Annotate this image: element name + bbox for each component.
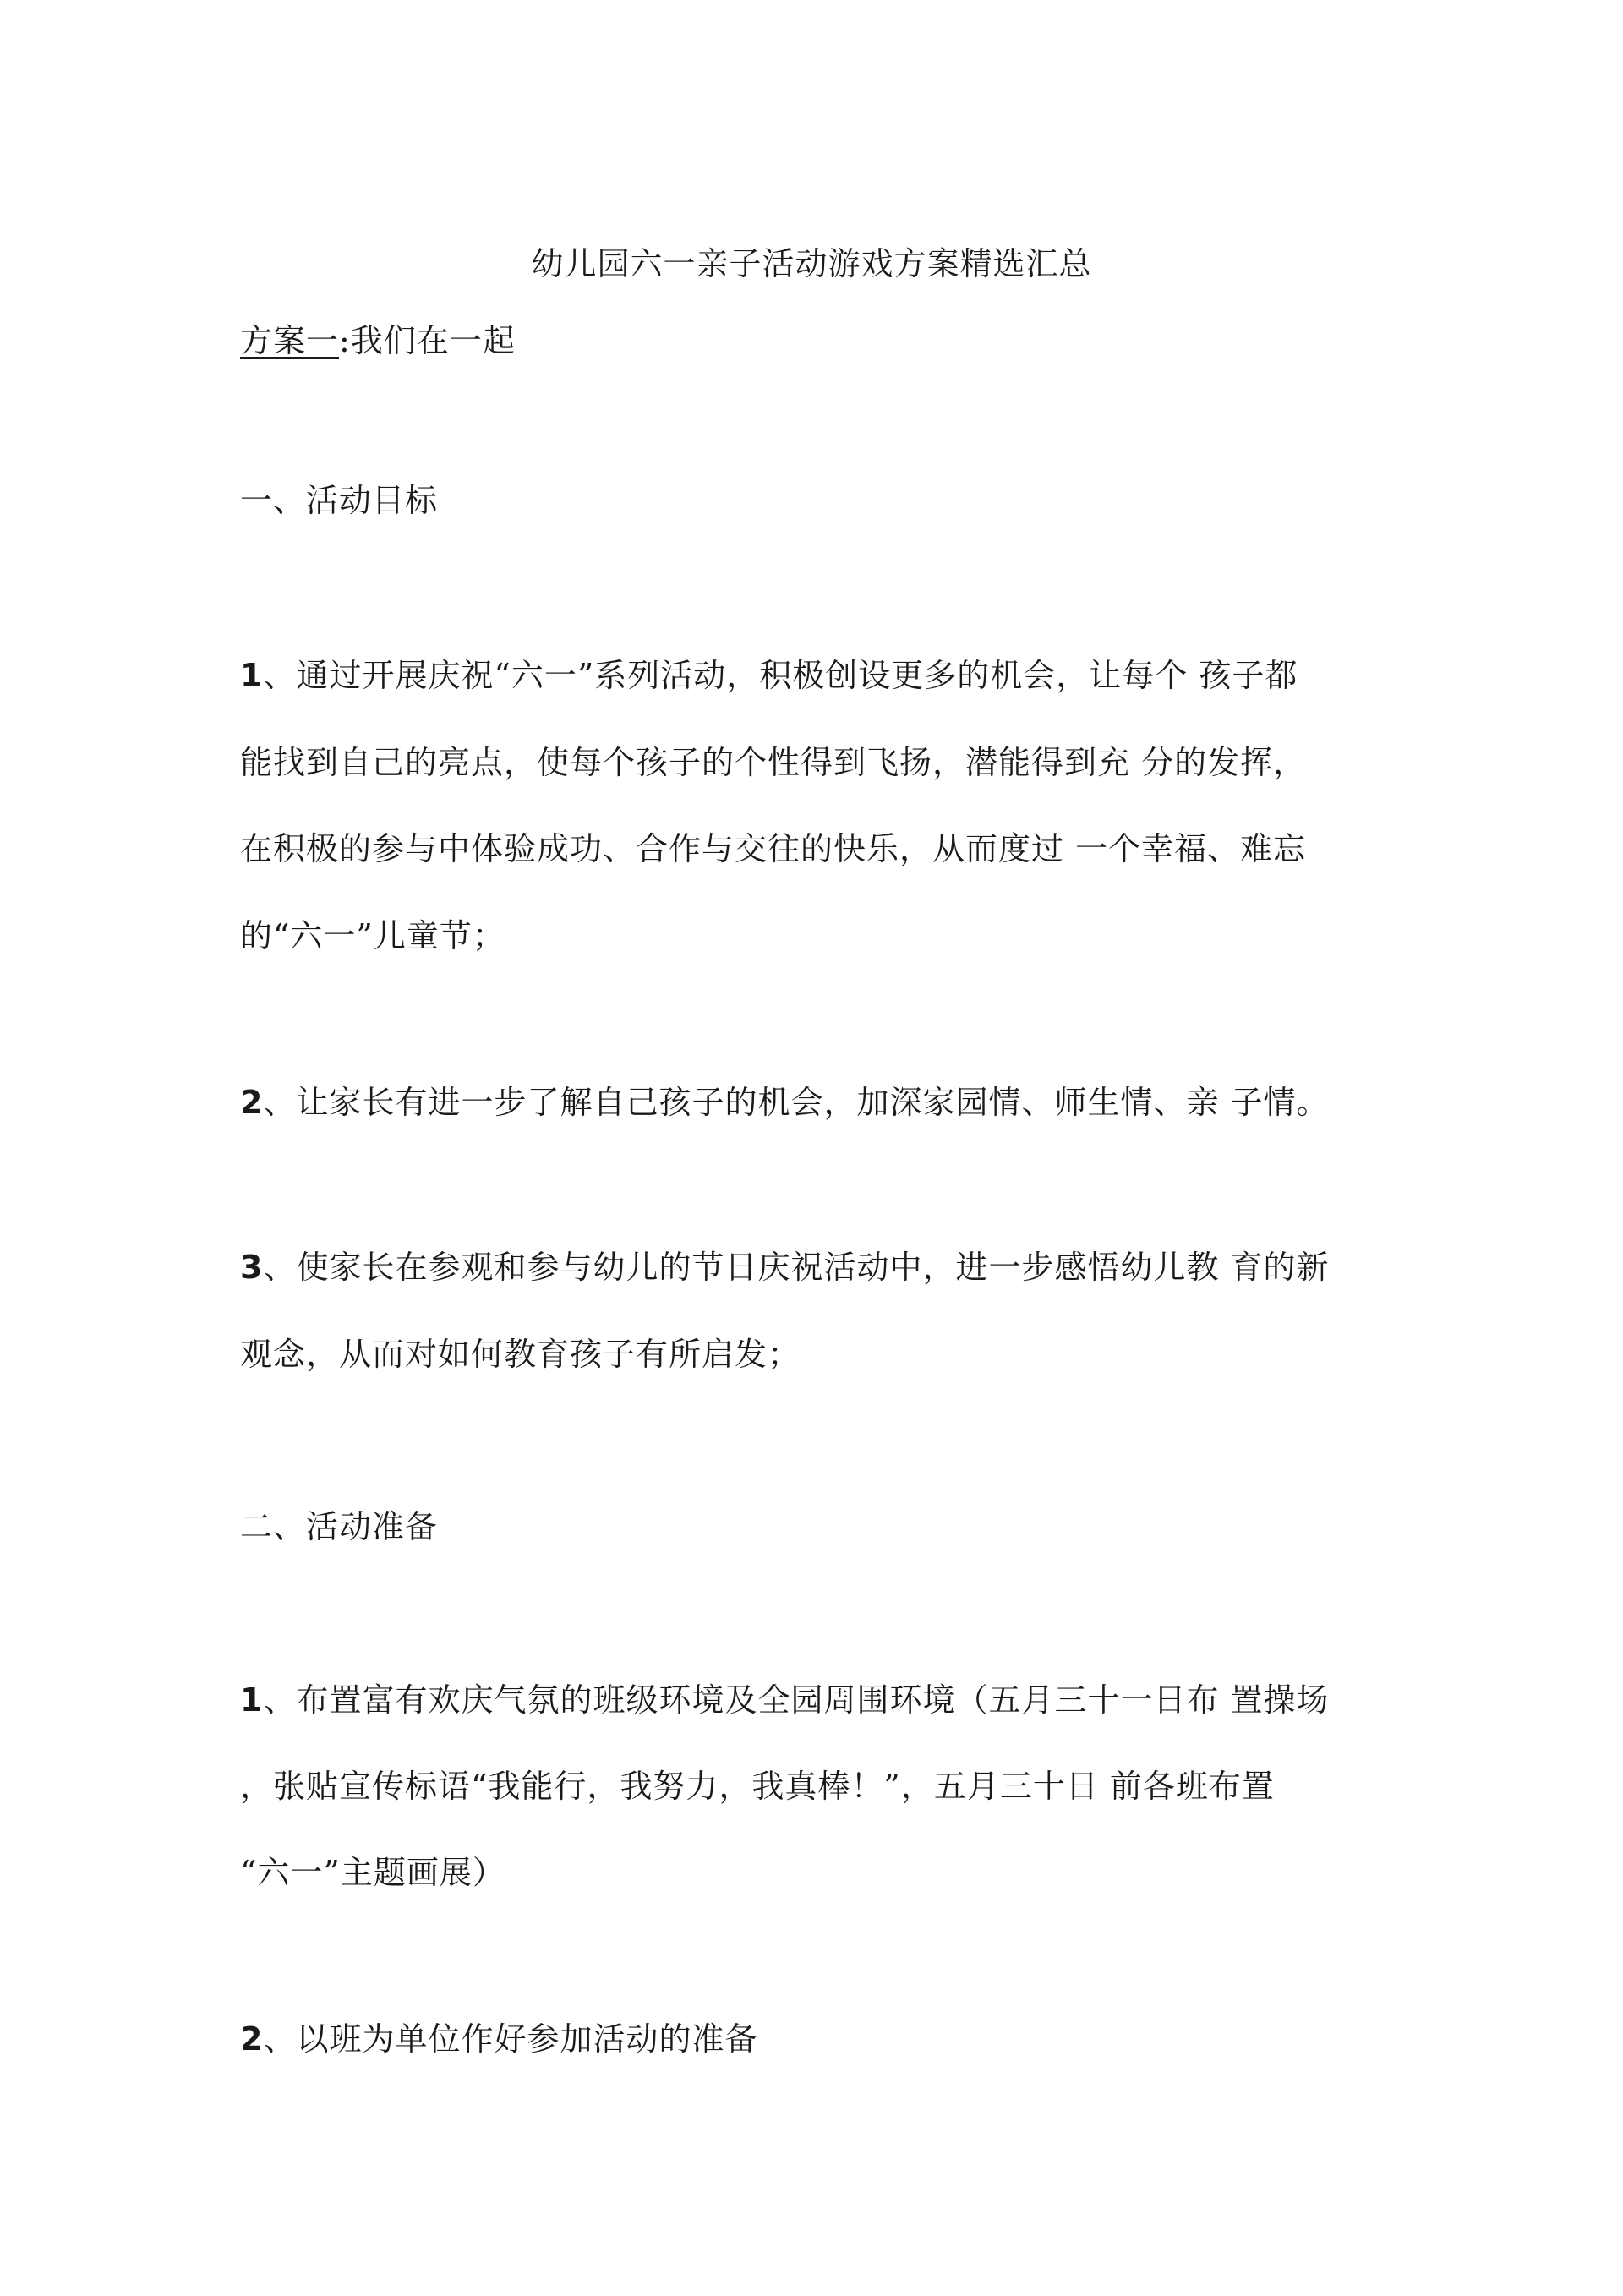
section2-heading: 二、活动准备 xyxy=(240,1508,439,1545)
goal-item-1-line-1 xyxy=(240,653,1298,697)
plan-heading-rest: :我们在一起 xyxy=(339,322,516,359)
goal-item-1-line-2: 能找到自己的亮点，使每个孩子的个性得到飞扬，潜能得到充 分的发挥， xyxy=(240,744,1307,781)
prep-item-2-text-1: 、以班为单位作好参加活动的准备 xyxy=(263,2020,758,2058)
goal-item-2-number: 2 xyxy=(240,1084,264,1121)
prep-item-2-number: 2 xyxy=(240,2020,264,2058)
goal-item-3-number: 3 xyxy=(240,1249,264,1286)
goal-item-3-text-1: 、使家长在参观和参与幼儿的节日庆祝活动中，进一步感悟幼儿教 育的新 xyxy=(263,1249,1330,1286)
prep-item-1-line-2: ，张贴宣传标语“我能行，我努力，我真棒！”，五月三十日 前各班布置 xyxy=(240,1768,1275,1805)
goal-item-1-text-1: 、通过开展庆祝“六一”系列活动，积极创设更多的机会，让每个 孩子都 xyxy=(263,657,1298,694)
section1-heading: 一、活动目标 xyxy=(240,482,439,519)
goal-item-2-line-1 xyxy=(240,1080,1330,1124)
goal-item-2-text-1: 、让家长有进一步了解自己孩子的机会，加深家园情、师生情、亲 子情。 xyxy=(263,1084,1330,1121)
plan-heading-label: 方案一 xyxy=(240,322,340,359)
goal-item-1-number: 1 xyxy=(240,657,264,694)
prep-item-1-number: 1 xyxy=(240,1681,264,1719)
prep-item-1-line-3: “六一”主题画展） xyxy=(240,1854,505,1891)
prep-item-2-line-1 xyxy=(240,2017,757,2061)
document-title: 幼儿园六一亲子活动游戏方案精选汇总 xyxy=(531,245,1092,282)
prep-item-1-line-1 xyxy=(240,1678,1330,1722)
goal-item-1-line-3: 在积极的参与中体验成功、合作与交往的快乐，从而度过 一个幸福、难忘 xyxy=(240,830,1307,867)
plan-heading xyxy=(240,319,516,363)
goal-item-3-line-2: 观念，从而对如何教育孩子有所启发； xyxy=(240,1336,801,1373)
prep-item-1-text-1: 、布置富有欢庆气氛的班级环境及全园周围环境（五月三十一日布 置操场 xyxy=(263,1681,1330,1719)
goal-item-3-line-1 xyxy=(240,1245,1330,1289)
goal-item-1-line-4: 的“六一”儿童节； xyxy=(240,917,505,954)
